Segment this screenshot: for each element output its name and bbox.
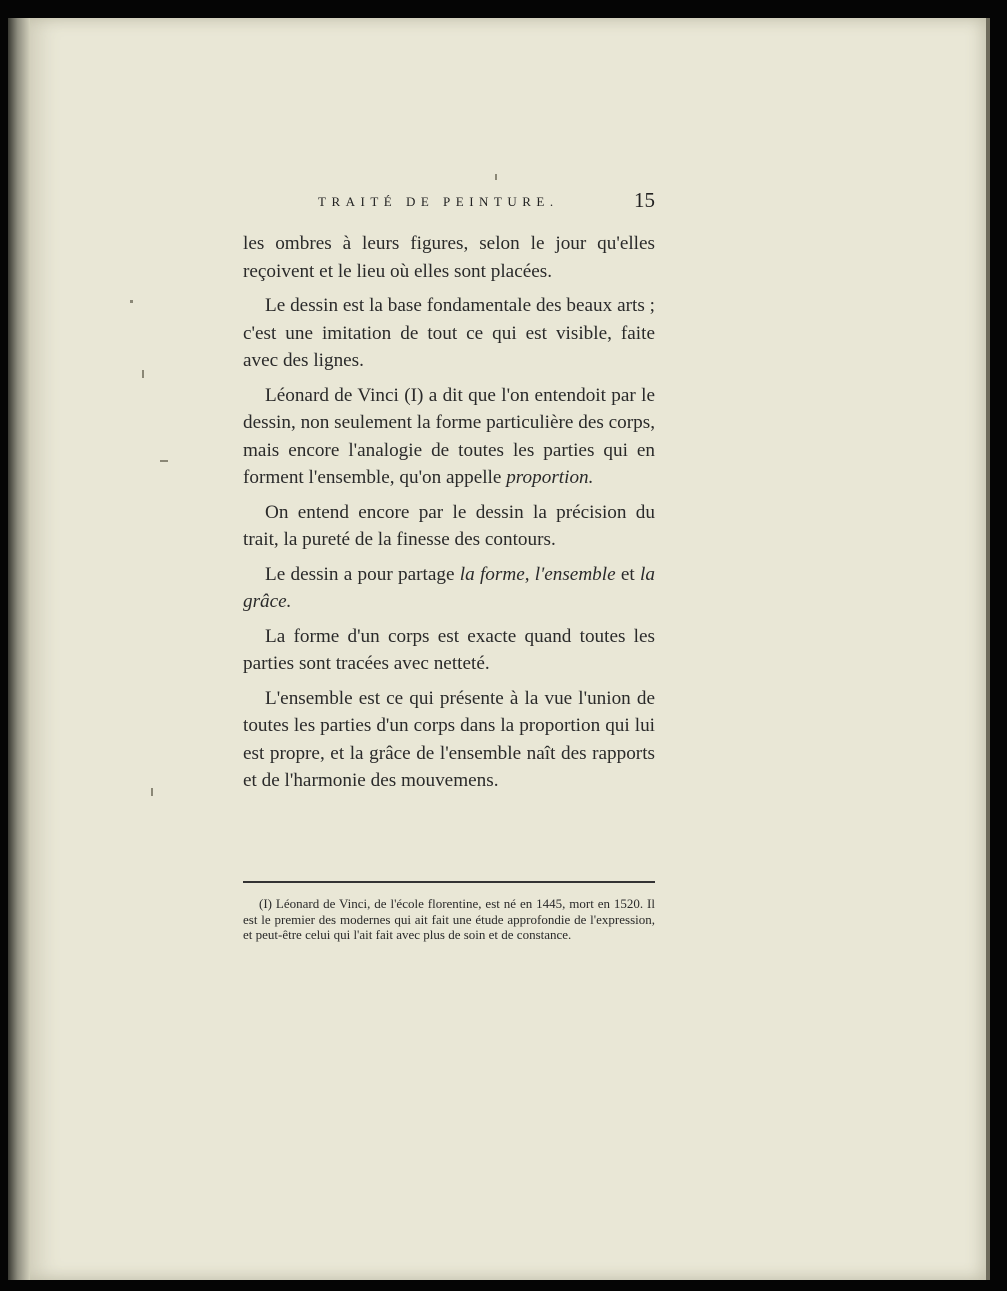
- paragraph: L'ensemble est ce qui présente à la vue l'union de toutes les parties d'un corps dans la proportion qui lui est propre, et la grâce de l'ensemble naît des rapports et de l'harmonie des mouvemens.: [243, 687, 655, 791]
- paragraph: [243, 561, 655, 616]
- page-edge: [986, 18, 990, 1280]
- main-text: [243, 230, 655, 802]
- paragraph-text: ,: [524, 563, 535, 585]
- paragraph: La forme d'un corps est exacte quand toutes les parties sont tracées avec netteté.: [243, 625, 655, 674]
- paper-speck: [130, 300, 133, 303]
- paragraph-text: Léonard de Vinci (I) a dit que l'on entendoit par le dessin, non seulement la forme particulière des corps, mais encore l'analogie de toutes les parties qui en forment l'ensemble, qu'on appelle: [243, 384, 655, 488]
- page-number: 15: [634, 188, 655, 212]
- paragraph: les ombres à leurs figures, selon le jour qu'elles reçoivent et le lieu où elles sont placées.: [243, 233, 655, 282]
- italic-term: l'ensemble: [534, 563, 616, 585]
- paper-speck: [160, 460, 168, 462]
- paper-speck: [495, 174, 497, 180]
- footnote-text: (I) Léonard de Vinci, de l'école florentine, est né en 1445, mort en 1520. Il est le premier des modernes qui ait fait une étude approfondie de l'expression, et peut-être celui qui l'ait fait avec plus de soin et de constance.: [243, 896, 655, 942]
- page-header: [243, 188, 655, 218]
- paragraph-text: et: [615, 563, 641, 585]
- italic-term: la forme: [459, 563, 525, 585]
- book-gutter: [8, 18, 32, 1280]
- paper-speck: [151, 788, 153, 796]
- running-title: TRAITÉ DE PEINTURE.: [318, 194, 559, 209]
- paragraph: [243, 382, 655, 492]
- paragraph-text: Le dessin a pour partage: [265, 563, 460, 585]
- paper-speck: [142, 370, 144, 378]
- footnote-rule: [243, 881, 655, 883]
- italic-term: proportion.: [506, 467, 594, 488]
- paragraph: On entend encore par le dessin la précision du trait, la pureté de la finesse des contours.: [243, 501, 655, 550]
- footnote: [243, 896, 655, 943]
- italic-term: la grâce.: [243, 563, 655, 612]
- paragraph: Le dessin est la base fondamentale des beaux arts ; c'est une imitation de tout ce qui est visible, faite avec des lignes.: [243, 295, 655, 371]
